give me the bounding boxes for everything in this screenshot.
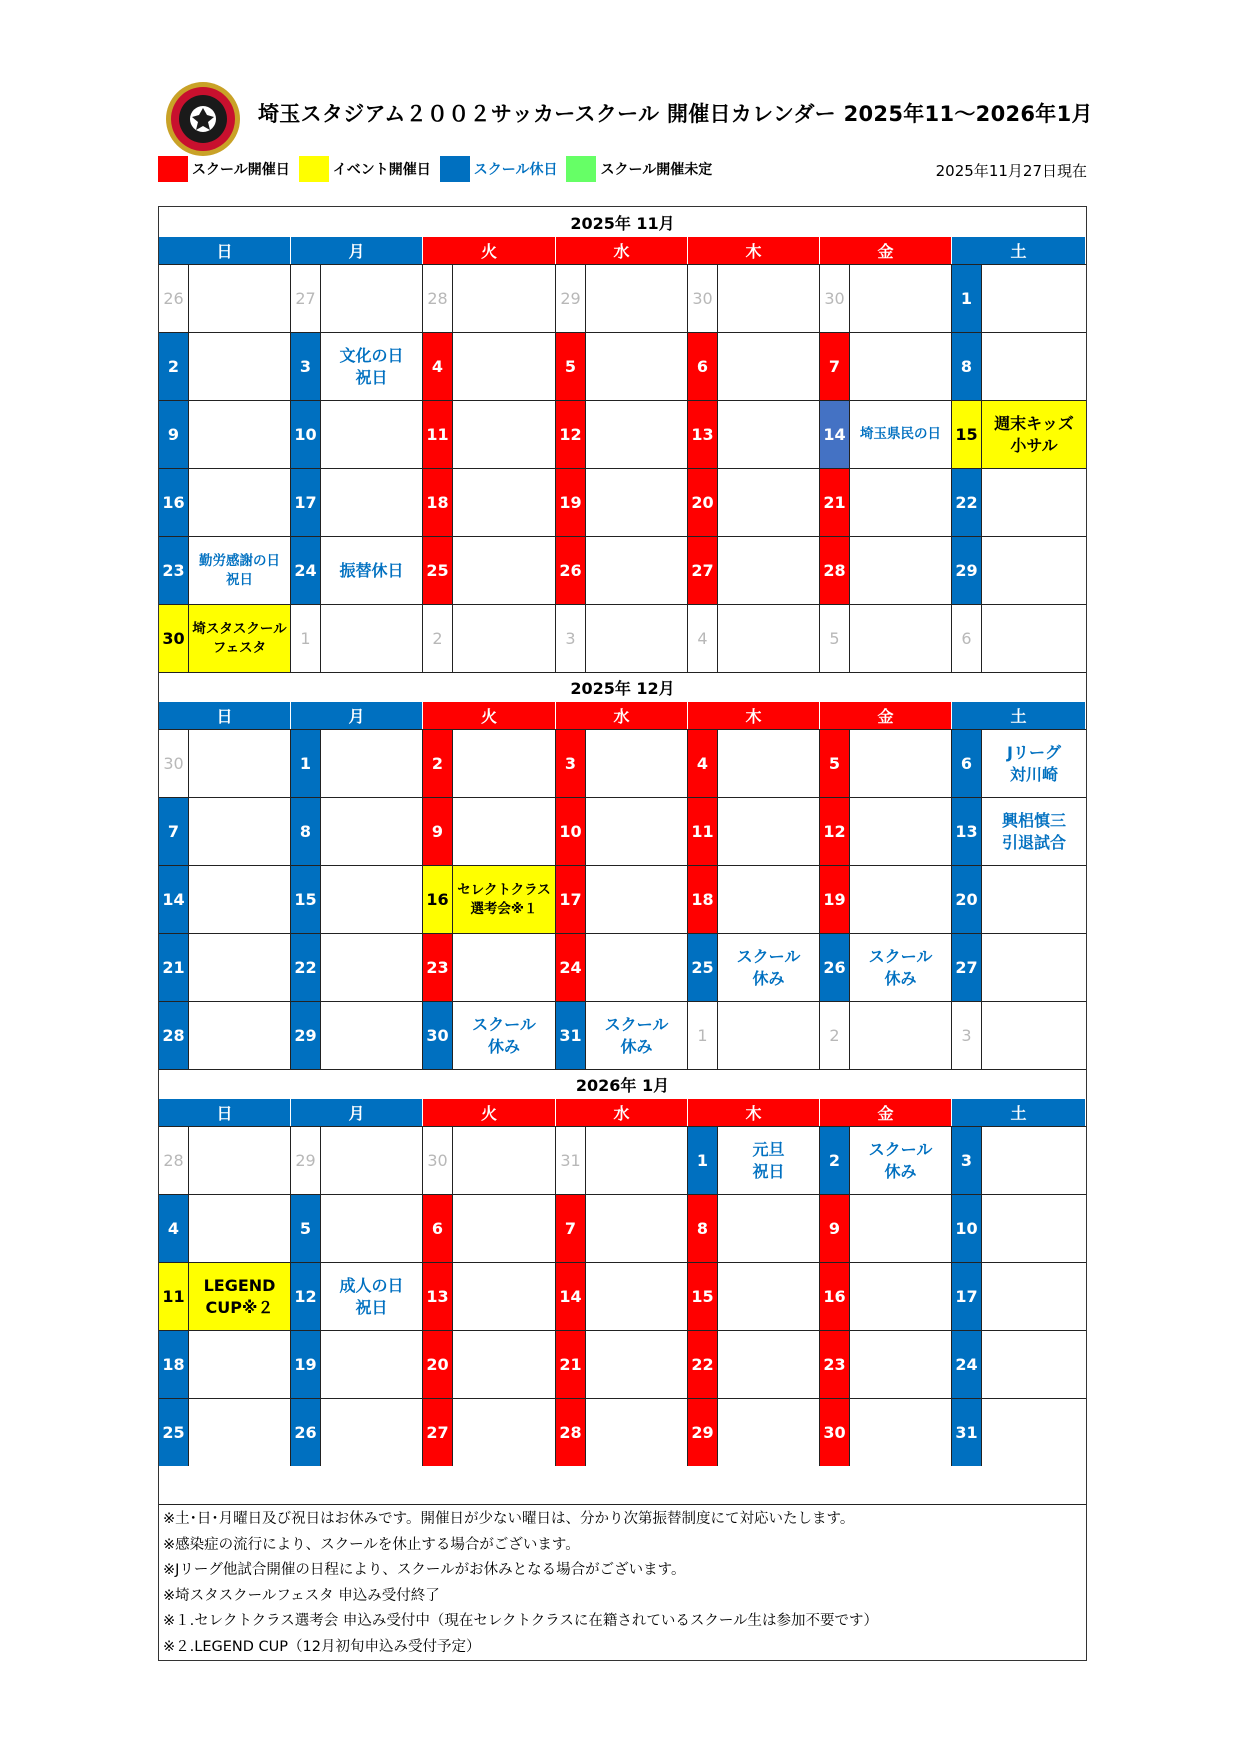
day-number: 24	[952, 1331, 982, 1398]
day-number: 22	[688, 1331, 718, 1398]
day-note: スクール 休み	[604, 1014, 669, 1056]
day-number: 26	[556, 537, 586, 604]
day-number: 30	[423, 1127, 453, 1194]
day-number: 30	[159, 730, 189, 797]
day-cell	[556, 865, 688, 933]
day-cell	[423, 1126, 556, 1194]
day-number: 28	[423, 265, 453, 332]
day-cell	[291, 865, 423, 933]
day-cell	[423, 729, 556, 797]
day-number: 7	[159, 798, 189, 865]
day-note: 元旦 祝日	[752, 1139, 785, 1181]
day-cell	[423, 865, 556, 933]
month-title: 2026年 1月	[159, 1069, 1086, 1099]
day-number: 5	[820, 730, 850, 797]
day-number: 14	[556, 1263, 586, 1330]
day-number: 25	[688, 934, 718, 1001]
day-cell	[688, 1262, 820, 1330]
day-cell	[159, 1126, 291, 1194]
day-cell	[159, 865, 291, 933]
day-number: 23	[159, 537, 189, 604]
day-number: 12	[556, 401, 586, 468]
day-number: 8	[291, 798, 321, 865]
day-cell	[423, 1262, 556, 1330]
day-number: 21	[820, 469, 850, 536]
day-cell	[423, 1001, 556, 1069]
day-cell	[688, 604, 820, 672]
day-number: 3	[291, 333, 321, 400]
day-number: 14	[159, 866, 189, 933]
day-number: 6	[688, 333, 718, 400]
day-cell	[952, 536, 1086, 604]
day-number: 15	[952, 401, 982, 468]
day-number: 17	[952, 1263, 982, 1330]
note-line: ※２.LEGEND CUP（12月初旬申込み受付予定）	[163, 1638, 481, 1655]
day-number: 6	[952, 605, 982, 672]
legend	[158, 155, 721, 183]
day-cell	[423, 536, 556, 604]
day-number: 30	[159, 605, 189, 672]
day-cell	[952, 1262, 1086, 1330]
day-cell	[688, 797, 820, 865]
weekday-header: 日	[159, 702, 291, 729]
day-number: 16	[820, 1263, 850, 1330]
day-cell	[820, 264, 952, 332]
day-cell	[423, 264, 556, 332]
day-cell	[291, 1126, 423, 1194]
notes	[159, 1504, 1086, 1660]
day-cell	[159, 797, 291, 865]
day-number: 6	[952, 730, 982, 797]
weekday-header: 木	[688, 702, 820, 729]
day-number: 12	[820, 798, 850, 865]
day-cell	[952, 400, 1086, 468]
day-note: 埼玉県民の日	[860, 426, 941, 443]
day-cell	[159, 729, 291, 797]
day-cell	[423, 1194, 556, 1262]
day-number: 11	[423, 401, 453, 468]
day-cell	[820, 797, 952, 865]
day-number: 21	[159, 934, 189, 1001]
day-number: 19	[291, 1331, 321, 1398]
day-cell	[291, 536, 423, 604]
legend-label: イベント開催日	[332, 162, 431, 178]
day-number: 7	[556, 1195, 586, 1262]
day-number: 17	[291, 469, 321, 536]
day-cell	[820, 729, 952, 797]
legend-label: スクール休日	[473, 162, 558, 178]
day-number: 1	[688, 1002, 718, 1069]
legend-swatch	[158, 156, 188, 182]
note-line: ※Jリーグ他試合開催の日程により、スクールがお休みとなる場合がございます。	[163, 1562, 686, 1578]
day-note: 埼スタスクール フェスタ	[189, 605, 290, 672]
day-cell	[423, 400, 556, 468]
weekday-header: 火	[423, 1099, 556, 1126]
day-number: 2	[423, 605, 453, 672]
day-cell	[556, 604, 688, 672]
day-cell	[820, 1262, 952, 1330]
legend-item	[566, 156, 712, 182]
day-number: 11	[159, 1263, 189, 1330]
day-cell	[556, 468, 688, 536]
day-cell	[688, 865, 820, 933]
day-cell	[820, 1001, 952, 1069]
note-line: ※土･日･月曜日及び祝日はお休みです。開催日が少ない曜日は、分かり次第振替制度にて対応いたします。	[163, 1511, 855, 1527]
day-cell	[291, 1194, 423, 1262]
day-cell	[556, 1262, 688, 1330]
day-cell	[159, 468, 291, 536]
day-number: 31	[556, 1002, 586, 1069]
weekday-header: 土	[952, 702, 1086, 729]
day-number: 1	[952, 265, 982, 332]
day-number: 31	[556, 1127, 586, 1194]
month-title: 2025年 11月	[570, 213, 675, 233]
day-number: 17	[556, 866, 586, 933]
day-number: 22	[291, 934, 321, 1001]
day-cell	[159, 536, 291, 604]
day-cell	[291, 729, 423, 797]
day-number: 4	[159, 1195, 189, 1262]
weekday-header: 日	[159, 1099, 291, 1126]
day-number: 19	[556, 469, 586, 536]
day-number: 9	[423, 798, 453, 865]
legend-item	[158, 156, 290, 182]
legend-swatch	[566, 156, 596, 182]
day-number: 18	[688, 866, 718, 933]
day-number: 30	[423, 1002, 453, 1069]
day-number: 18	[423, 469, 453, 536]
day-number: 26	[159, 265, 189, 332]
day-cell	[291, 264, 423, 332]
day-cell	[423, 1330, 556, 1398]
day-number: 29	[556, 265, 586, 332]
day-number: 14	[820, 401, 850, 468]
day-note: Jリーグ 対川崎	[1007, 742, 1061, 784]
day-cell	[291, 400, 423, 468]
day-note: 振替休日	[339, 560, 404, 580]
day-number: 8	[688, 1195, 718, 1262]
legend-swatch	[299, 156, 329, 182]
day-cell	[556, 1126, 688, 1194]
day-number: 9	[159, 401, 189, 468]
day-number: 10	[291, 401, 321, 468]
day-cell	[159, 264, 291, 332]
day-cell	[952, 604, 1086, 672]
day-cell	[820, 604, 952, 672]
day-note: 文化の日 祝日	[339, 345, 404, 387]
day-cell	[820, 536, 952, 604]
day-cell	[556, 729, 688, 797]
day-cell	[688, 468, 820, 536]
day-cell	[423, 797, 556, 865]
day-number: 2	[159, 333, 189, 400]
day-number: 20	[688, 469, 718, 536]
day-cell	[820, 933, 952, 1001]
weekday-header: 水	[556, 1099, 688, 1126]
day-cell	[159, 400, 291, 468]
day-cell	[556, 1001, 688, 1069]
day-cell	[291, 332, 423, 400]
day-cell	[291, 933, 423, 1001]
day-cell	[820, 332, 952, 400]
as-of-date: 2025年11月27日現在	[935, 162, 1087, 180]
day-number: 9	[820, 1195, 850, 1262]
day-cell	[952, 264, 1086, 332]
weekday-header: 金	[820, 237, 952, 264]
day-number: 11	[688, 798, 718, 865]
day-cell	[820, 400, 952, 468]
day-cell	[688, 400, 820, 468]
day-cell	[291, 1262, 423, 1330]
day-number: 13	[952, 798, 982, 865]
day-number: 15	[291, 866, 321, 933]
day-number: 19	[820, 866, 850, 933]
day-cell	[820, 1194, 952, 1262]
day-cell	[556, 933, 688, 1001]
day-cell	[820, 1330, 952, 1398]
day-cell	[159, 1398, 291, 1466]
day-cell	[556, 1194, 688, 1262]
day-number: 26	[820, 934, 850, 1001]
day-number: 12	[291, 1263, 321, 1330]
day-note: スクール 休み	[736, 946, 801, 988]
weekday-header: 月	[291, 237, 423, 264]
day-cell	[688, 1194, 820, 1262]
day-number: 29	[688, 1399, 718, 1466]
day-number: 31	[952, 1399, 982, 1466]
day-number: 20	[423, 1331, 453, 1398]
day-number: 5	[291, 1195, 321, 1262]
day-cell	[556, 264, 688, 332]
day-note: スクール 休み	[472, 1014, 536, 1056]
page-title: 埼玉スタジアム２００２サッカースクール 開催日カレンダー 2025年11～2026年1月	[258, 102, 1093, 126]
day-number: 5	[556, 333, 586, 400]
day-number: 3	[556, 730, 586, 797]
day-number: 3	[952, 1127, 982, 1194]
day-cell	[423, 332, 556, 400]
day-number: 1	[291, 730, 321, 797]
day-number: 6	[423, 1195, 453, 1262]
day-number: 3	[556, 605, 586, 672]
day-cell	[159, 1194, 291, 1262]
weekday-header: 水	[556, 237, 688, 264]
day-cell	[159, 1001, 291, 1069]
day-number: 29	[952, 537, 982, 604]
day-cell	[952, 1398, 1086, 1466]
day-cell	[291, 468, 423, 536]
day-cell	[688, 933, 820, 1001]
legend-item	[299, 156, 431, 182]
day-cell	[688, 332, 820, 400]
weekday-header: 金	[820, 1099, 952, 1126]
weekday-header: 木	[688, 1099, 820, 1126]
day-number: 24	[556, 934, 586, 1001]
day-number: 13	[423, 1263, 453, 1330]
day-note: セレクトクラス 選考会※１	[453, 866, 555, 933]
day-cell	[952, 468, 1086, 536]
day-cell	[688, 1126, 820, 1194]
day-note: 興梠慎三 引退試合	[1001, 810, 1066, 852]
day-number: 21	[556, 1331, 586, 1398]
day-number: 28	[159, 1127, 189, 1194]
day-number: 25	[423, 537, 453, 604]
day-cell	[952, 865, 1086, 933]
weekday-header: 木	[688, 237, 820, 264]
day-number: 30	[820, 1399, 850, 1466]
legend-label: スクール開催日	[192, 162, 290, 178]
weekday-header: 火	[423, 237, 556, 264]
day-number: 20	[952, 866, 982, 933]
day-cell	[952, 797, 1086, 865]
weekday-header: 金	[820, 702, 952, 729]
day-number: 15	[688, 1263, 718, 1330]
note-line: ※埼スタスクールフェスタ 申込み受付終了	[163, 1587, 440, 1604]
day-number: 10	[952, 1195, 982, 1262]
day-number: 29	[291, 1002, 321, 1069]
day-number: 27	[423, 1399, 453, 1466]
day-number: 26	[291, 1399, 321, 1466]
day-number: 27	[291, 265, 321, 332]
calendar-table	[158, 206, 1087, 1661]
month-title: 2025年 12月	[159, 672, 1086, 702]
day-cell	[688, 536, 820, 604]
day-number: 22	[952, 469, 982, 536]
day-number: 16	[423, 866, 453, 933]
day-cell	[952, 933, 1086, 1001]
day-cell	[820, 1126, 952, 1194]
day-note: 週末キッズ 小サル	[982, 401, 1086, 468]
day-cell	[159, 1262, 291, 1330]
day-cell	[556, 797, 688, 865]
day-number: 3	[952, 1002, 982, 1069]
day-cell	[820, 1398, 952, 1466]
day-number: 2	[820, 1002, 850, 1069]
day-number: 4	[688, 605, 718, 672]
day-cell	[952, 1001, 1086, 1069]
day-number: 5	[820, 605, 850, 672]
day-cell	[159, 604, 291, 672]
day-cell	[688, 1398, 820, 1466]
day-cell	[556, 400, 688, 468]
day-number: 24	[291, 537, 321, 604]
weekday-header: 土	[952, 1099, 1086, 1126]
day-cell	[423, 468, 556, 536]
note-line: ※感染症の流行により、スクールを休止する場合がございます。	[163, 1536, 580, 1553]
day-cell	[952, 729, 1086, 797]
day-cell	[291, 1398, 423, 1466]
day-number: 30	[820, 265, 850, 332]
day-number: 30	[688, 265, 718, 332]
day-number: 23	[423, 934, 453, 1001]
weekday-header: 月	[291, 1099, 423, 1126]
day-number: 13	[688, 401, 718, 468]
legend-item	[440, 156, 558, 182]
day-number: 10	[556, 798, 586, 865]
day-number: 23	[820, 1331, 850, 1398]
day-cell	[688, 729, 820, 797]
day-note: スクール 休み	[868, 946, 933, 988]
day-number: 28	[159, 1002, 189, 1069]
day-cell	[952, 1126, 1086, 1194]
day-number: 16	[159, 469, 189, 536]
day-cell	[159, 933, 291, 1001]
day-cell	[952, 1194, 1086, 1262]
day-cell	[952, 1330, 1086, 1398]
school-logo	[165, 81, 241, 157]
day-cell	[423, 604, 556, 672]
day-number: 4	[423, 333, 453, 400]
weekday-header: 水	[556, 702, 688, 729]
day-cell	[291, 604, 423, 672]
day-cell	[820, 865, 952, 933]
note-line: ※１.セレクトクラス選考会 申込み受付中（現在セレクトクラスに在籍されているスクール生は参加不要です）	[163, 1613, 879, 1629]
day-number: 2	[820, 1127, 850, 1194]
day-number: 4	[688, 730, 718, 797]
day-number: 7	[820, 333, 850, 400]
day-number: 28	[820, 537, 850, 604]
day-number: 27	[688, 537, 718, 604]
day-number: 1	[291, 605, 321, 672]
weekday-header: 火	[423, 702, 556, 729]
day-number: 2	[423, 730, 453, 797]
day-note: 勤労感謝の日 祝日	[199, 553, 280, 588]
day-cell	[159, 332, 291, 400]
day-number: 25	[159, 1399, 189, 1466]
day-number: 29	[291, 1127, 321, 1194]
day-note: スクール 休み	[868, 1139, 933, 1181]
day-cell	[291, 1330, 423, 1398]
legend-swatch	[440, 156, 470, 182]
day-cell	[688, 1330, 820, 1398]
day-cell	[291, 1001, 423, 1069]
weekday-header: 日	[159, 237, 291, 264]
day-cell	[820, 468, 952, 536]
day-cell	[688, 264, 820, 332]
day-number: 1	[688, 1127, 718, 1194]
day-cell	[159, 1330, 291, 1398]
day-cell	[556, 1398, 688, 1466]
day-number: 18	[159, 1331, 189, 1398]
legend-label: スクール開催未定	[600, 162, 713, 178]
day-cell	[952, 332, 1086, 400]
day-number: 28	[556, 1399, 586, 1466]
day-cell	[688, 1001, 820, 1069]
day-note: 成人の日 祝日	[339, 1275, 404, 1317]
day-cell	[556, 536, 688, 604]
day-cell	[556, 1330, 688, 1398]
day-note: LEGEND CUP※２	[189, 1263, 290, 1330]
day-number: 8	[952, 333, 982, 400]
day-cell	[423, 1398, 556, 1466]
day-cell	[423, 933, 556, 1001]
day-cell	[556, 332, 688, 400]
weekday-header: 土	[952, 237, 1086, 264]
weekday-header: 月	[291, 702, 423, 729]
day-number: 27	[952, 934, 982, 1001]
day-cell	[291, 797, 423, 865]
